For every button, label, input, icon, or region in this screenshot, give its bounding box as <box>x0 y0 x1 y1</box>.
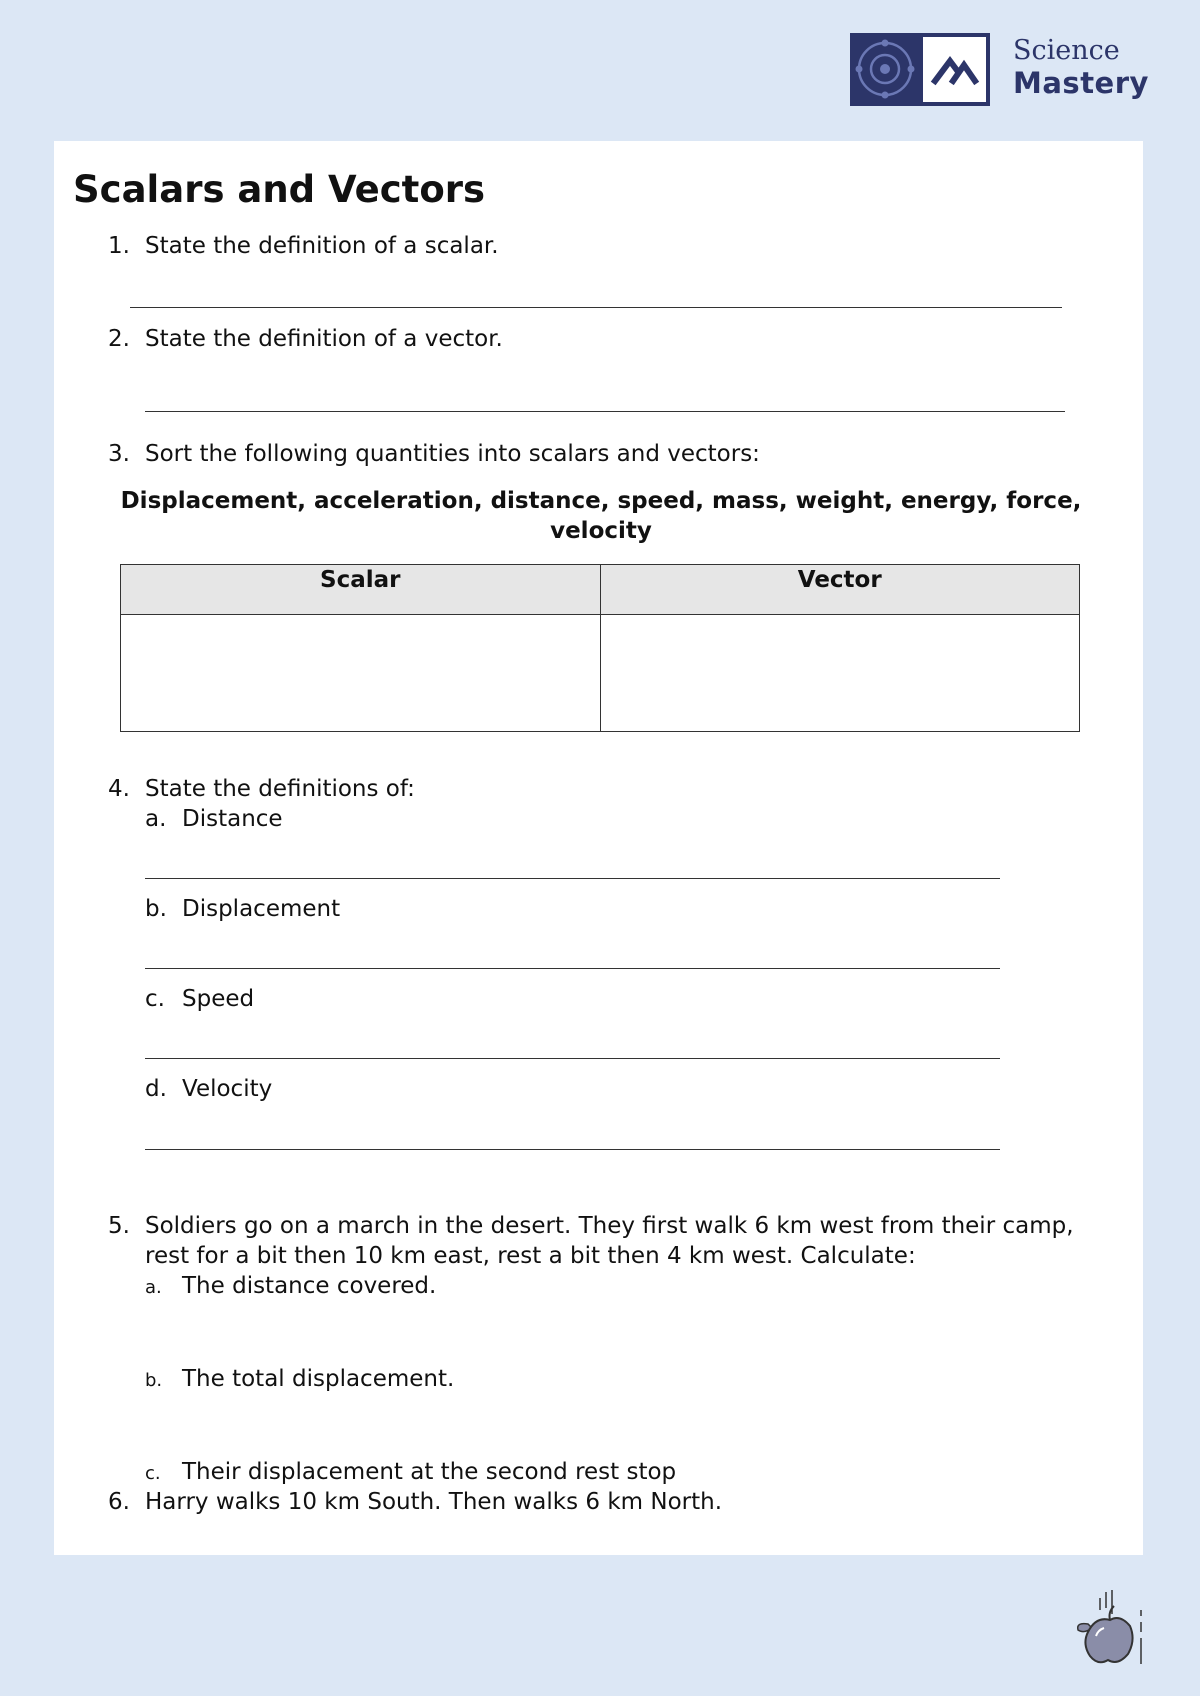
q4-part-d-letter: d. <box>145 1076 167 1102</box>
question-1-text: State the definition of a scalar. <box>145 233 499 259</box>
answer-line-q4c[interactable] <box>145 1058 1000 1059</box>
answer-line-q1[interactable] <box>130 307 1062 308</box>
question-5-line-1: Soldiers go on a march in the desert. They first walk 6 km west from their camp, <box>145 1213 1074 1239</box>
answer-line-q4a[interactable] <box>145 878 1000 879</box>
falling-apple-icon <box>1074 1590 1144 1670</box>
q5-part-a-text: The distance covered. <box>182 1273 437 1299</box>
q5-part-c-text: Their displacement at the second rest stop <box>182 1459 677 1485</box>
question-4-text: State the definitions of: <box>145 776 415 802</box>
q4-part-d-text: Velocity <box>182 1076 273 1102</box>
table-header-vector: Vector <box>600 565 1080 615</box>
q5-part-a-letter: a. <box>145 1277 162 1298</box>
answer-line-q2[interactable] <box>145 411 1065 412</box>
question-1-number: 1. <box>108 233 130 259</box>
page-title: Scalars and Vectors <box>73 168 486 211</box>
question-2-text: State the definition of a vector. <box>145 326 503 352</box>
mastery-chevron-icon <box>923 37 986 102</box>
atom-icon <box>850 33 920 106</box>
q4-part-c-letter: c. <box>145 986 165 1012</box>
scalar-answer-cell[interactable] <box>121 615 601 732</box>
q4-part-a-text: Distance <box>182 806 283 832</box>
table-header-scalar: Scalar <box>121 565 601 615</box>
q5-part-b-text: The total displacement. <box>182 1366 455 1392</box>
answer-line-q4b[interactable] <box>145 968 1000 969</box>
q4-part-b-letter: b. <box>145 896 167 922</box>
answer-line-q4d[interactable] <box>145 1149 1000 1150</box>
question-5-line-2: rest for a bit then 10 km east, rest a bit then 4 km west. Calculate: <box>145 1243 916 1269</box>
logo-mark <box>850 33 990 106</box>
quantities-list: Displacement, acceleration, distance, speed, mass, weight, energy, force, velocity <box>120 488 1082 544</box>
question-4-number: 4. <box>108 776 130 802</box>
scalar-vector-table <box>120 564 1080 732</box>
worksheet-page <box>54 141 1143 1555</box>
question-6-text: Harry walks 10 km South. Then walks 6 km North. <box>145 1489 722 1515</box>
question-2-number: 2. <box>108 326 130 352</box>
logo-text-mastery: Mastery <box>1013 66 1149 100</box>
logo-text-science: Science <box>1013 35 1120 66</box>
q4-part-c-text: Speed <box>182 986 255 1012</box>
q4-part-a-letter: a. <box>145 806 167 832</box>
q5-part-c-letter: c. <box>145 1463 161 1484</box>
q4-part-b-text: Displacement <box>182 896 341 922</box>
vector-answer-cell[interactable] <box>600 615 1080 732</box>
question-5-number: 5. <box>108 1213 130 1239</box>
q5-part-b-letter: b. <box>145 1370 163 1391</box>
question-3-number: 3. <box>108 441 130 467</box>
science-mastery-logo <box>850 33 1150 106</box>
question-6-number: 6. <box>108 1489 130 1515</box>
question-3-text: Sort the following quantities into scalars and vectors: <box>145 441 760 467</box>
